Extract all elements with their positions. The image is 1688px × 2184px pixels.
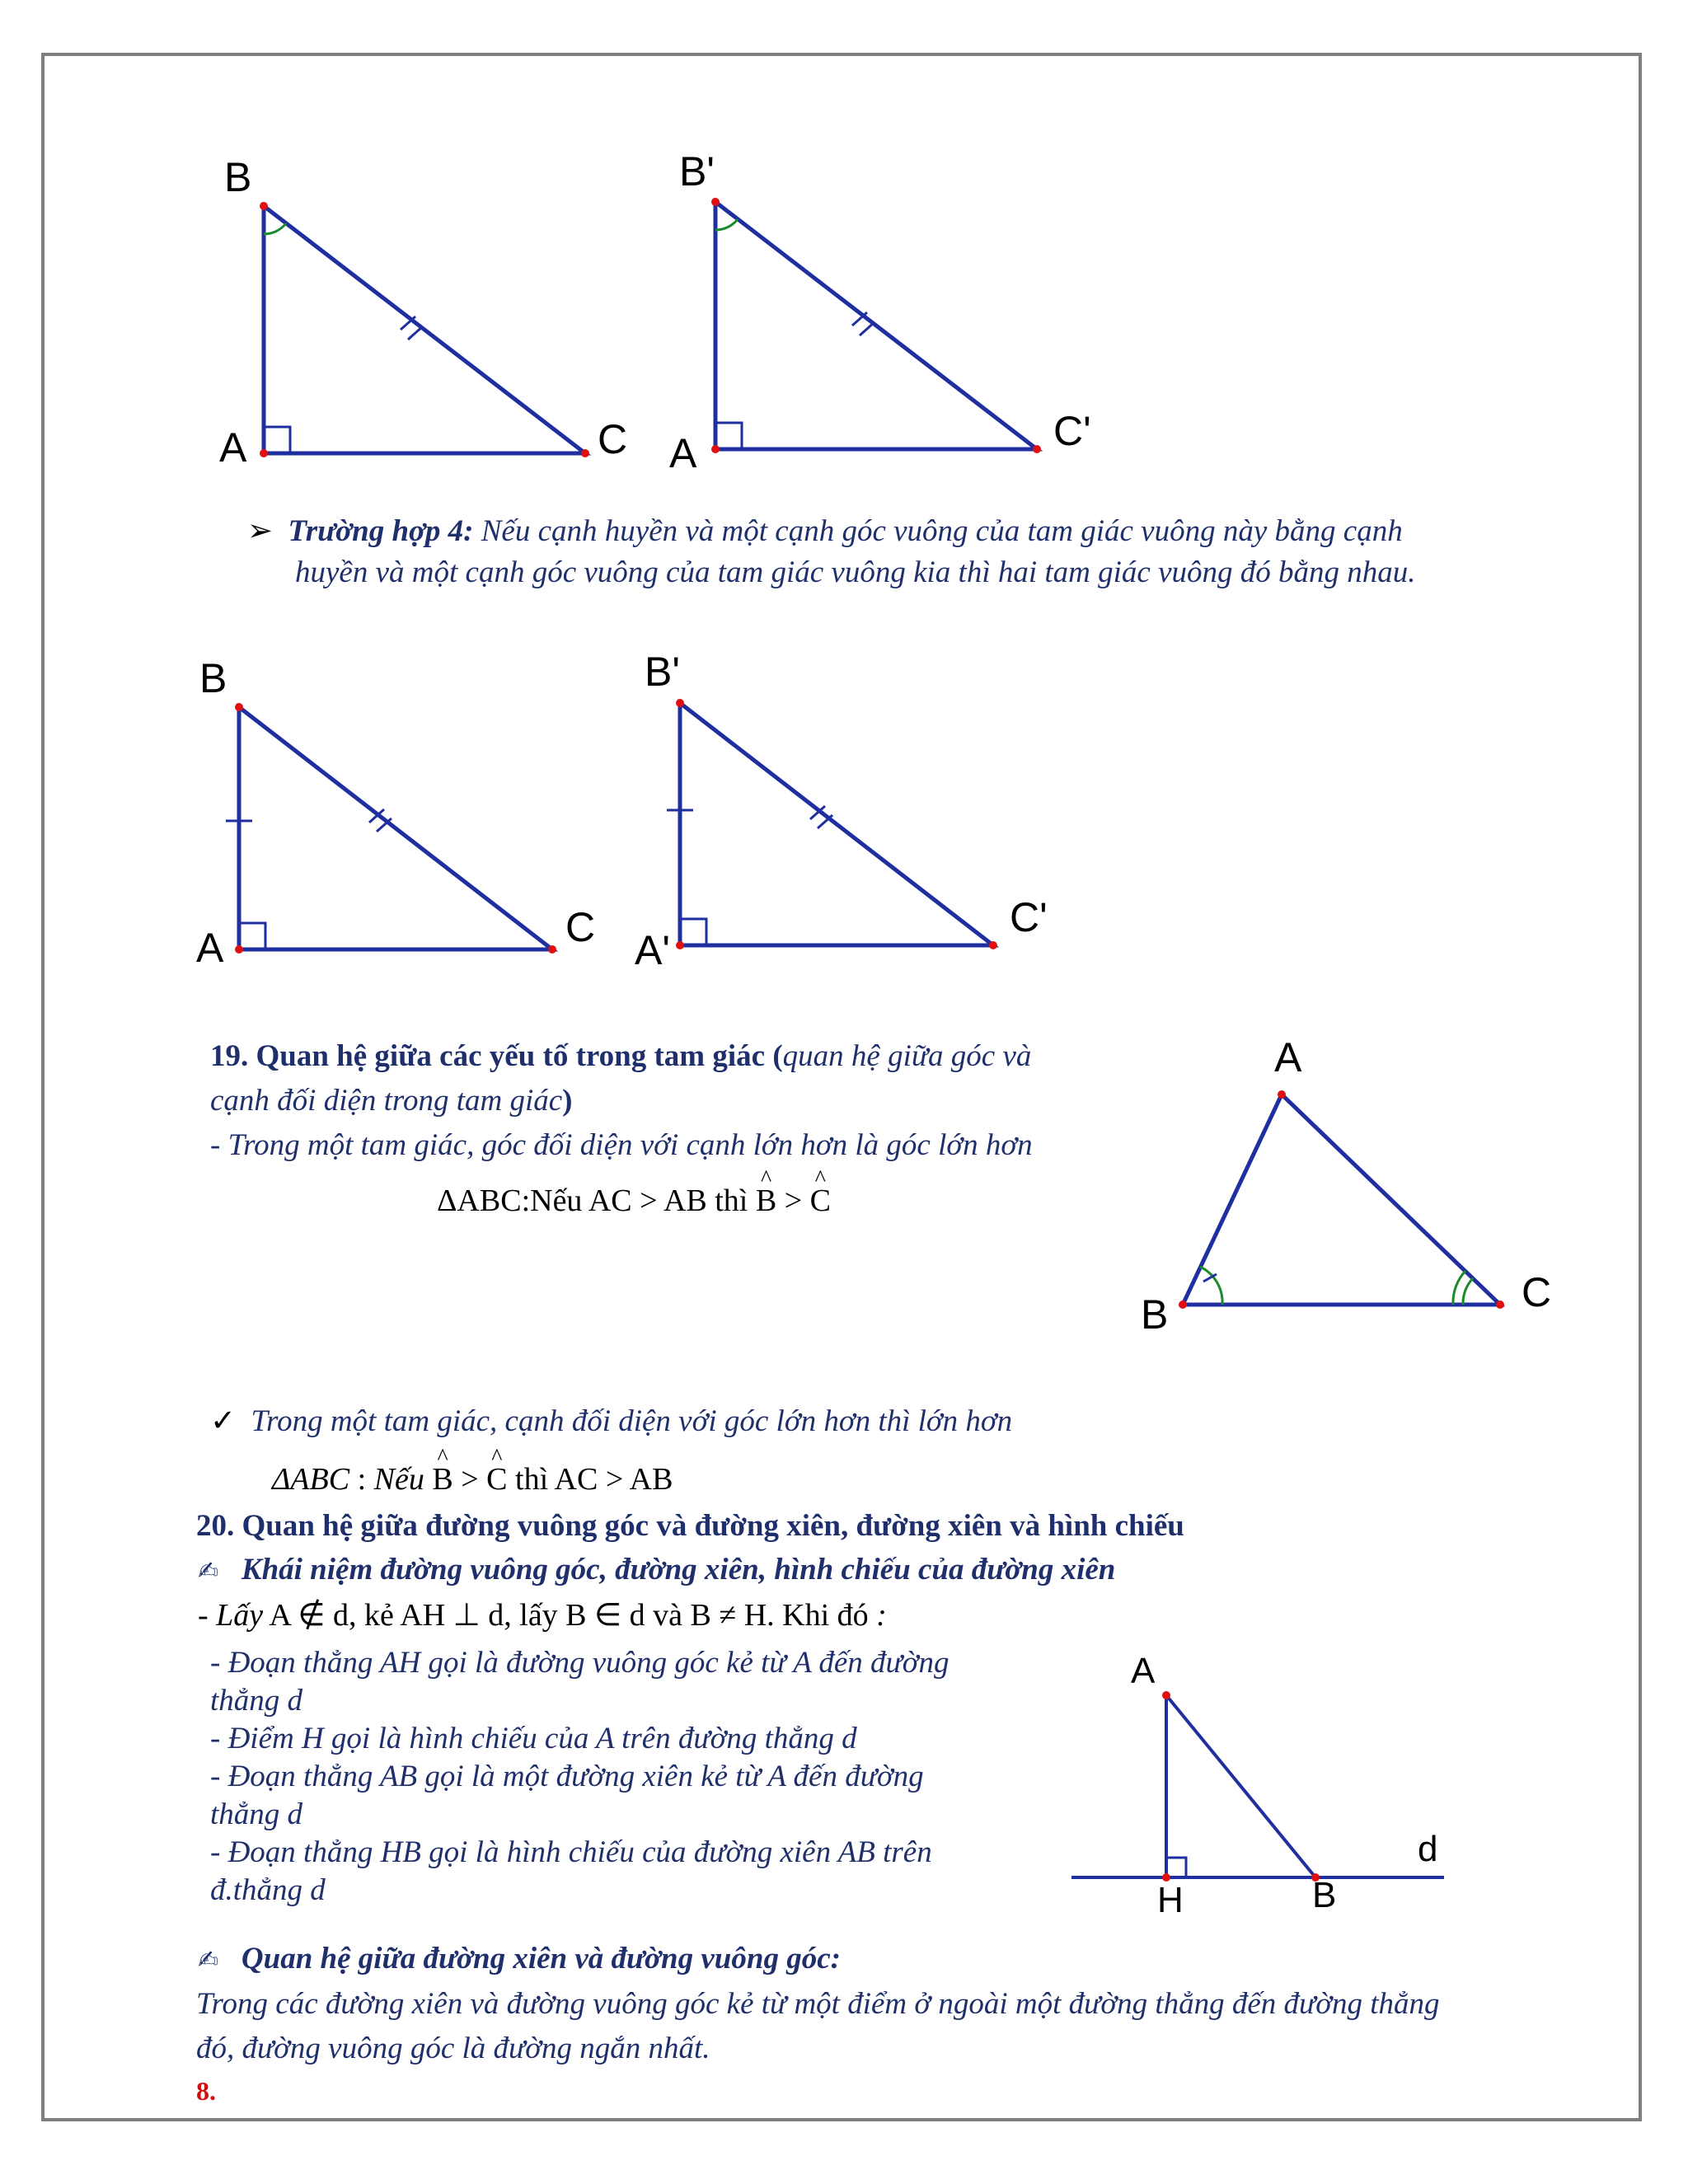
line-label-d: d [1418, 1829, 1438, 1869]
vertex-label-b: B [224, 154, 252, 200]
pencil-icon: ✍ [198, 1557, 219, 1586]
definition-projection-segment: - Đoạn thẳng HB gọi là hình chiếu của đường xiên AB trên [210, 1835, 932, 1869]
section-20-conclusion: Trong các đường xiên và đường vuông góc kẻ từ một điểm ở ngoài một đường thẳng đến đường thẳng đó, đường vuông góc là đường ngắn nhất. [196, 1987, 1440, 2065]
vertex-label-a: A [196, 925, 224, 971]
vertex-label-b-prime: B' [679, 148, 715, 194]
vertex-label-b: B [199, 655, 227, 701]
angle-c-symbol: ^ C [486, 1459, 507, 1500]
vertex-label-a: A [1274, 1034, 1302, 1080]
angle-b-symbol: ^ B [432, 1459, 452, 1500]
vertex-label-c: C [1522, 1269, 1552, 1315]
figure-triangle-abc-1-prime [659, 144, 1121, 490]
definition-perpendicular: - Đoạn thẳng AH gọi là đường vuông góc kẻ từ A đến đường [210, 1646, 950, 1680]
point-label-b: B [1312, 1875, 1337, 1915]
vertex-label-b: B [1141, 1291, 1169, 1338]
section-20-subheading-1: ✍ Khái niệm đường vuông góc, đường xiên, hình chiếu của đường xiên [198, 1553, 1116, 1586]
section-20-setup: - Lấy A ∉ d, kẻ AH ⊥ d, lấy B ∈ d và B ≠ H. Khi đó : [198, 1598, 887, 1633]
point-label-h: H [1157, 1880, 1184, 1920]
section-19: 19. Quan hệ giữa các yếu tố trong tam giác (quan hệ giữa góc và cạnh đối diện trong tam giác) - Trong một tam giác, góc đối diện với cạnh lớn hơn là góc lớn hơn [210, 1034, 1033, 1168]
definition-oblique: - Đoạn thẳng AB gọi là một đường xiên kẻ từ A đến đường [210, 1760, 924, 1793]
vertex-label-b-prime: B' [645, 649, 680, 695]
section-20-definitions: - Đoạn thẳng AH gọi là đường vuông góc kẻ từ A đến đường thẳng d - Điểm H gọi là hình chiếu của A trên đường thẳng d - Đoạn thẳng AB gọi là một đường xiên kẻ từ A đến đường thẳng d - Đoạn thẳng HB gọi là hình chiếu của đường xiên AB trên đ.thẳng d [210, 1646, 950, 1907]
section-19-heading-line2: cạnh đối diện trong tam giác [210, 1084, 563, 1118]
figure-triangle-abc-2-prime [626, 651, 1088, 981]
case4-paragraph [247, 511, 1416, 593]
section-19-heading-italic: quan hệ giữa góc và [782, 1039, 1032, 1073]
angle-c-symbol: ^ C [810, 1180, 831, 1221]
case4-line2: huyền và một cạnh góc vuông của tam giác vuông kia thì hai tam giác vuông đó bằng nhau. [295, 555, 1416, 589]
section-20-subheading-2: ✍ Quan hệ giữa đường xiên và đường vuông góc: [198, 1942, 841, 1975]
definition-projection-point: - Điểm H gọi là hình chiếu của A trên đường thẳng d [210, 1722, 857, 1755]
angle-b-symbol: ^ B [756, 1180, 776, 1221]
figure-triangle-abc-1 [206, 148, 668, 494]
formula-side-comparison: ΔABC : Nếu ^ B > ^ C thì AC > AB [272, 1459, 673, 1500]
arrow-bullet-icon: ➢ [247, 514, 274, 548]
figure-triangle-abc-3 [1129, 1030, 1591, 1343]
point-label-a: A [1131, 1651, 1156, 1691]
figure-perpendicular-oblique [1063, 1640, 1459, 1920]
section-19-rule2: ✓ Trong một tam giác, cạnh đối diện với góc lớn hơn thì lớn hơn [210, 1404, 1013, 1438]
check-icon: ✓ [210, 1404, 237, 1438]
section-20-heading: 20. Quan hệ giữa đường vuông góc và đường xiên, đường xiên và hình chiếu [196, 1509, 1184, 1543]
case4-line1: Nếu cạnh huyền và một cạnh góc vuông của tam giác vuông này bằng cạnh [473, 514, 1403, 548]
page-number: 8. [196, 2076, 216, 2106]
vertex-label-c-prime: C' [1053, 408, 1091, 454]
vertex-label-c-prime: C' [1010, 894, 1048, 940]
vertex-label-c: C [598, 416, 628, 462]
section-19-heading: 19. Quan hệ giữa các yếu tố trong tam giác ( [210, 1039, 783, 1073]
vertex-label-a-prime: A' [635, 927, 670, 973]
vertex-label-a: A [669, 430, 697, 476]
section-19-rule1: - Trong một tam giác, góc đối diện với cạnh lớn hơn là góc lớn hơn [210, 1128, 1033, 1162]
pencil-icon: ✍ [198, 1946, 219, 1975]
formula-angle-comparison: ΔABC:Nếu AC > AB thì ^ B > ^ C [437, 1180, 831, 1221]
vertex-label-c: C [565, 904, 596, 950]
case4-title: Trường hợp 4: [288, 514, 474, 548]
vertex-label-a: A [219, 424, 247, 471]
figure-triangle-abc-2 [190, 651, 651, 981]
